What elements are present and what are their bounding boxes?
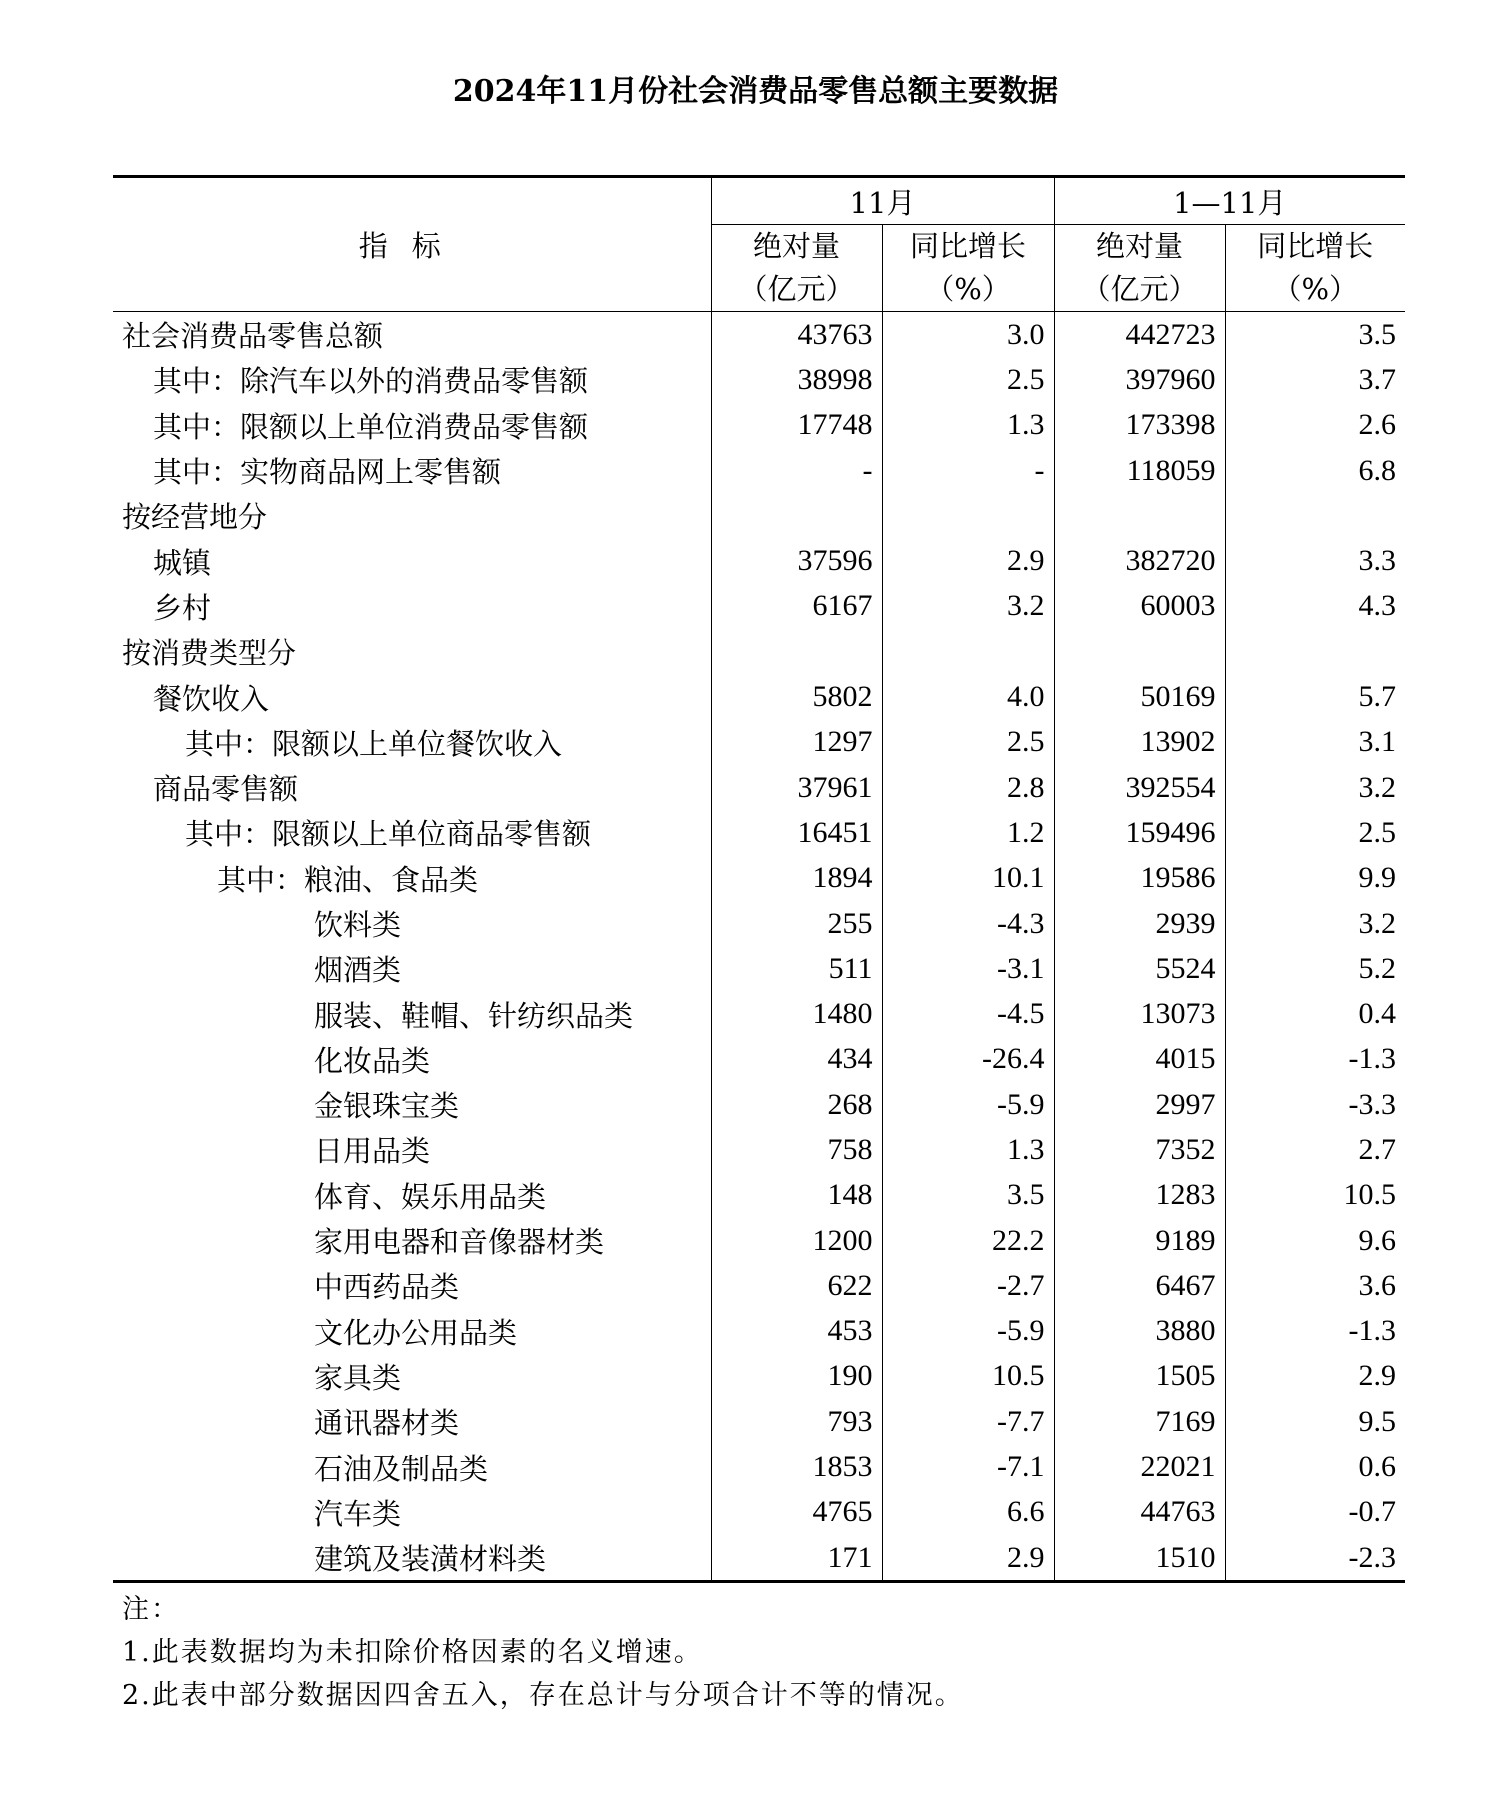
row-label: 石油及制品类 (113, 1444, 711, 1489)
row-label: 日用品类 (113, 1127, 711, 1172)
nov-absolute-value: 268 (711, 1082, 882, 1127)
ytd-absolute-value: 22021 (1054, 1444, 1225, 1489)
table-row (113, 1354, 1405, 1399)
ytd-absolute-value: 4015 (1054, 1037, 1225, 1082)
table-row (113, 629, 1405, 674)
row-label: 社会消费品零售总额 (113, 312, 711, 358)
ytd-absolute-value: 13902 (1054, 720, 1225, 765)
nov-absolute-value: 171 (711, 1535, 882, 1582)
ytd-yoy-growth: 5.7 (1358, 680, 1397, 714)
header-yoy-unit: （%） (1272, 272, 1359, 306)
row-label: 家用电器和音像器材类 (113, 1218, 711, 1263)
row-label: 化妆品类 (113, 1037, 711, 1082)
nov-yoy-growth: 3.0 (882, 312, 1054, 358)
ytd-absolute-value: 60003 (1054, 584, 1225, 629)
nov-yoy-growth: 2.5 (882, 357, 1054, 402)
ytd-yoy-growth: 3.1 (1358, 725, 1397, 759)
ytd-absolute-value: 19586 (1054, 856, 1225, 901)
table-row (113, 856, 1405, 901)
table-row (113, 720, 1405, 765)
ytd-yoy-growth: 2.7 (1358, 1132, 1397, 1166)
table-row (113, 765, 1405, 810)
row-label: 金银珠宝类 (113, 1082, 711, 1127)
table-row (113, 946, 1405, 991)
header-abs-nov (711, 225, 882, 312)
ytd-absolute-value: 7169 (1054, 1399, 1225, 1444)
nov-absolute-value: 4765 (711, 1490, 882, 1535)
row-label: 其中：限额以上单位商品零售额 (113, 810, 711, 855)
nov-yoy-growth: 3.2 (882, 584, 1054, 629)
nov-absolute-value: 453 (711, 1309, 882, 1354)
table-row (113, 1535, 1405, 1582)
nov-yoy-growth: 1.3 (882, 403, 1054, 448)
nov-yoy-growth: 1.3 (882, 1127, 1054, 1172)
nov-absolute-value: 17748 (711, 403, 882, 448)
nov-yoy-growth: -26.4 (882, 1037, 1054, 1082)
nov-yoy-growth: -2.7 (882, 1263, 1054, 1308)
row-label: 其中：限额以上单位消费品零售额 (113, 403, 711, 448)
ytd-absolute-value: 397960 (1054, 357, 1225, 402)
nov-absolute-value: 1480 (711, 991, 882, 1036)
nov-absolute-value (711, 493, 882, 538)
row-label: 城镇 (113, 538, 711, 583)
row-label: 文化办公用品类 (113, 1309, 711, 1354)
table-row (113, 1399, 1405, 1444)
nov-absolute-value: 16451 (711, 810, 882, 855)
row-label: 建筑及装潢材料类 (113, 1535, 711, 1582)
ytd-absolute-value: 2939 (1054, 901, 1225, 946)
ytd-yoy-growth: 2.9 (1358, 1359, 1397, 1393)
ytd-yoy-growth: 3.3 (1358, 544, 1397, 578)
nov-absolute-value: 37961 (711, 765, 882, 810)
nov-absolute-value: 622 (711, 1263, 882, 1308)
table-row (113, 1490, 1405, 1535)
nov-yoy-growth: -5.9 (882, 1309, 1054, 1354)
ytd-absolute-value: 44763 (1054, 1490, 1225, 1535)
ytd-yoy-growth: 5.2 (1358, 951, 1397, 985)
table-row (113, 810, 1405, 855)
note-line-1: 1.此表数据均为未扣除价格因素的名义增速。 (122, 1637, 703, 1668)
ytd-absolute-value: 2997 (1054, 1082, 1225, 1127)
row-label: 中西药品类 (113, 1263, 711, 1308)
nov-absolute-value: 1853 (711, 1444, 882, 1489)
nov-absolute-value: 1297 (711, 720, 882, 765)
ytd-yoy-growth: 9.9 (1358, 861, 1397, 895)
nov-yoy-growth: 1.2 (882, 810, 1054, 855)
nov-absolute-value: 43763 (711, 312, 882, 358)
ytd-absolute-value: 13073 (1054, 991, 1225, 1036)
ytd-yoy-growth: -1.3 (1348, 1042, 1397, 1076)
ytd-yoy-growth: 0.4 (1358, 997, 1397, 1031)
row-label: 乡村 (113, 584, 711, 629)
row-label: 其中：除汽车以外的消费品零售额 (113, 357, 711, 402)
nov-absolute-value: 148 (711, 1173, 882, 1218)
nov-yoy-growth: 10.1 (882, 856, 1054, 901)
nov-absolute-value: 434 (711, 1037, 882, 1082)
ytd-yoy-growth (1225, 493, 1405, 538)
nov-absolute-value: - (711, 448, 882, 493)
ytd-yoy-growth: 3.2 (1358, 770, 1397, 804)
ytd-absolute-value: 1283 (1054, 1173, 1225, 1218)
nov-yoy-growth: 2.8 (882, 765, 1054, 810)
page-title: 2024年11月份社会消费品零售总额主要数据 (452, 74, 1059, 109)
ytd-absolute-value: 173398 (1054, 403, 1225, 448)
nov-absolute-value: 6167 (711, 584, 882, 629)
ytd-yoy-growth: 9.5 (1358, 1404, 1397, 1438)
ytd-yoy-growth: 3.7 (1358, 362, 1397, 396)
ytd-absolute-value (1054, 629, 1225, 674)
nov-yoy-growth: 2.9 (882, 538, 1054, 583)
header-yoy-label: 同比增长 (909, 229, 1026, 263)
table-row (113, 1444, 1405, 1489)
nov-yoy-growth: 3.5 (882, 1173, 1054, 1218)
nov-absolute-value (711, 629, 882, 674)
notes (122, 1588, 964, 1717)
ytd-yoy-growth: -2.3 (1225, 1535, 1405, 1582)
nov-yoy-growth: -5.9 (882, 1082, 1054, 1127)
table-row (113, 901, 1405, 946)
ytd-yoy-growth: 0.6 (1358, 1450, 1397, 1484)
nov-yoy-growth (882, 493, 1054, 538)
nov-yoy-growth: 4.0 (882, 674, 1054, 719)
nov-yoy-growth: - (882, 448, 1054, 493)
ytd-yoy-growth: 3.6 (1358, 1268, 1397, 1302)
ytd-absolute-value: 50169 (1054, 674, 1225, 719)
ytd-yoy-growth: 2.6 (1358, 408, 1397, 442)
table-row (113, 991, 1405, 1036)
table-row (113, 674, 1405, 719)
ytd-yoy-growth (1225, 629, 1405, 674)
table-row (113, 538, 1405, 583)
nov-absolute-value: 1894 (711, 856, 882, 901)
ytd-yoy-growth: 2.5 (1358, 815, 1397, 849)
nov-yoy-growth: 22.2 (882, 1218, 1054, 1263)
ytd-absolute-value: 5524 (1054, 946, 1225, 991)
ytd-absolute-value: 3880 (1054, 1309, 1225, 1354)
ytd-absolute-value: 9189 (1054, 1218, 1225, 1263)
ytd-yoy-growth: -0.7 (1348, 1495, 1397, 1529)
header-group-jan-nov: 1—11月 (1054, 177, 1405, 225)
row-label: 烟酒类 (113, 946, 711, 991)
header-abs-jan-nov (1054, 225, 1225, 312)
header-abs-unit: （亿元） (738, 272, 855, 306)
ytd-absolute-value: 1505 (1054, 1354, 1225, 1399)
row-label: 家具类 (113, 1354, 711, 1399)
table-row (113, 357, 1405, 402)
nov-yoy-growth: 2.5 (882, 720, 1054, 765)
header-yoy-unit: （%） (925, 272, 1011, 306)
header-group-november: 11月 (711, 177, 1054, 225)
table-row (113, 1309, 1405, 1354)
ytd-absolute-value: 118059 (1054, 448, 1225, 493)
ytd-absolute-value: 1510 (1054, 1535, 1225, 1582)
nov-absolute-value: 758 (711, 1127, 882, 1172)
table-row (113, 312, 1405, 358)
nov-absolute-value: 1200 (711, 1218, 882, 1263)
note-line-2: 2.此表中部分数据因四舍五入，存在总计与分项合计不等的情况。 (122, 1680, 964, 1711)
row-label: 体育、娱乐用品类 (113, 1173, 711, 1218)
table-row (113, 1218, 1405, 1263)
row-label: 商品零售额 (113, 765, 711, 810)
table-row (113, 1173, 1405, 1218)
table-row (113, 1263, 1405, 1308)
nov-yoy-growth: -4.5 (882, 991, 1054, 1036)
ytd-yoy-growth: 3.5 (1358, 317, 1397, 351)
row-label: 汽车类 (113, 1490, 711, 1535)
row-label: 按经营地分 (113, 493, 711, 538)
ytd-yoy-growth: -3.3 (1348, 1087, 1397, 1121)
row-label: 其中：限额以上单位餐饮收入 (113, 720, 711, 765)
ytd-absolute-value: 159496 (1054, 810, 1225, 855)
row-label: 通讯器材类 (113, 1399, 711, 1444)
ytd-yoy-growth: 3.2 (1358, 906, 1397, 940)
table-row (113, 1037, 1405, 1082)
table-row (113, 584, 1405, 629)
nov-absolute-value: 255 (711, 901, 882, 946)
nov-absolute-value: 38998 (711, 357, 882, 402)
ytd-yoy-growth: 9.6 (1358, 1223, 1397, 1257)
nov-yoy-growth: 2.9 (882, 1535, 1054, 1582)
header-yoy-label: 同比增长 (1257, 229, 1374, 263)
row-label: 餐饮收入 (113, 674, 711, 719)
header-abs-label: 绝对量 (752, 229, 840, 263)
table-row (113, 1127, 1405, 1172)
ytd-yoy-growth: 6.8 (1358, 453, 1397, 487)
table-row (113, 403, 1405, 448)
nov-yoy-growth: 6.6 (882, 1490, 1054, 1535)
table-row (113, 448, 1405, 493)
nov-yoy-growth: -7.7 (882, 1399, 1054, 1444)
notes-heading: 注： (122, 1594, 180, 1625)
header-yoy-nov (882, 225, 1054, 312)
row-label: 饮料类 (113, 901, 711, 946)
nov-yoy-growth: 10.5 (882, 1354, 1054, 1399)
table-row (113, 493, 1405, 538)
nov-absolute-value: 511 (711, 946, 882, 991)
row-label: 服装、鞋帽、针纺织品类 (113, 991, 711, 1036)
nov-yoy-growth: -3.1 (882, 946, 1054, 991)
header-yoy-jan-nov (1225, 225, 1405, 312)
nov-absolute-value: 5802 (711, 674, 882, 719)
row-label: 其中：粮油、食品类 (113, 856, 711, 901)
ytd-yoy-growth: -1.3 (1348, 1314, 1397, 1348)
data-table (113, 175, 1405, 1583)
ytd-yoy-growth: 4.3 (1358, 589, 1397, 623)
ytd-absolute-value (1054, 493, 1225, 538)
header-abs-unit: （亿元） (1081, 272, 1198, 306)
header-indicator: 指标 (113, 177, 711, 312)
ytd-absolute-value: 382720 (1054, 538, 1225, 583)
table-row (113, 1082, 1405, 1127)
ytd-absolute-value: 442723 (1054, 312, 1225, 358)
nov-absolute-value: 793 (711, 1399, 882, 1444)
ytd-yoy-growth: 10.5 (1343, 1178, 1397, 1212)
ytd-absolute-value: 7352 (1054, 1127, 1225, 1172)
nov-yoy-growth: -7.1 (882, 1444, 1054, 1489)
nov-absolute-value: 190 (711, 1354, 882, 1399)
ytd-absolute-value: 6467 (1054, 1263, 1225, 1308)
row-label: 其中：实物商品网上零售额 (113, 448, 711, 493)
nov-yoy-growth (882, 629, 1054, 674)
ytd-absolute-value: 392554 (1054, 765, 1225, 810)
nov-yoy-growth: -4.3 (882, 901, 1054, 946)
header-abs-label: 绝对量 (1095, 229, 1183, 263)
nov-absolute-value: 37596 (711, 538, 882, 583)
row-label: 按消费类型分 (113, 629, 711, 674)
